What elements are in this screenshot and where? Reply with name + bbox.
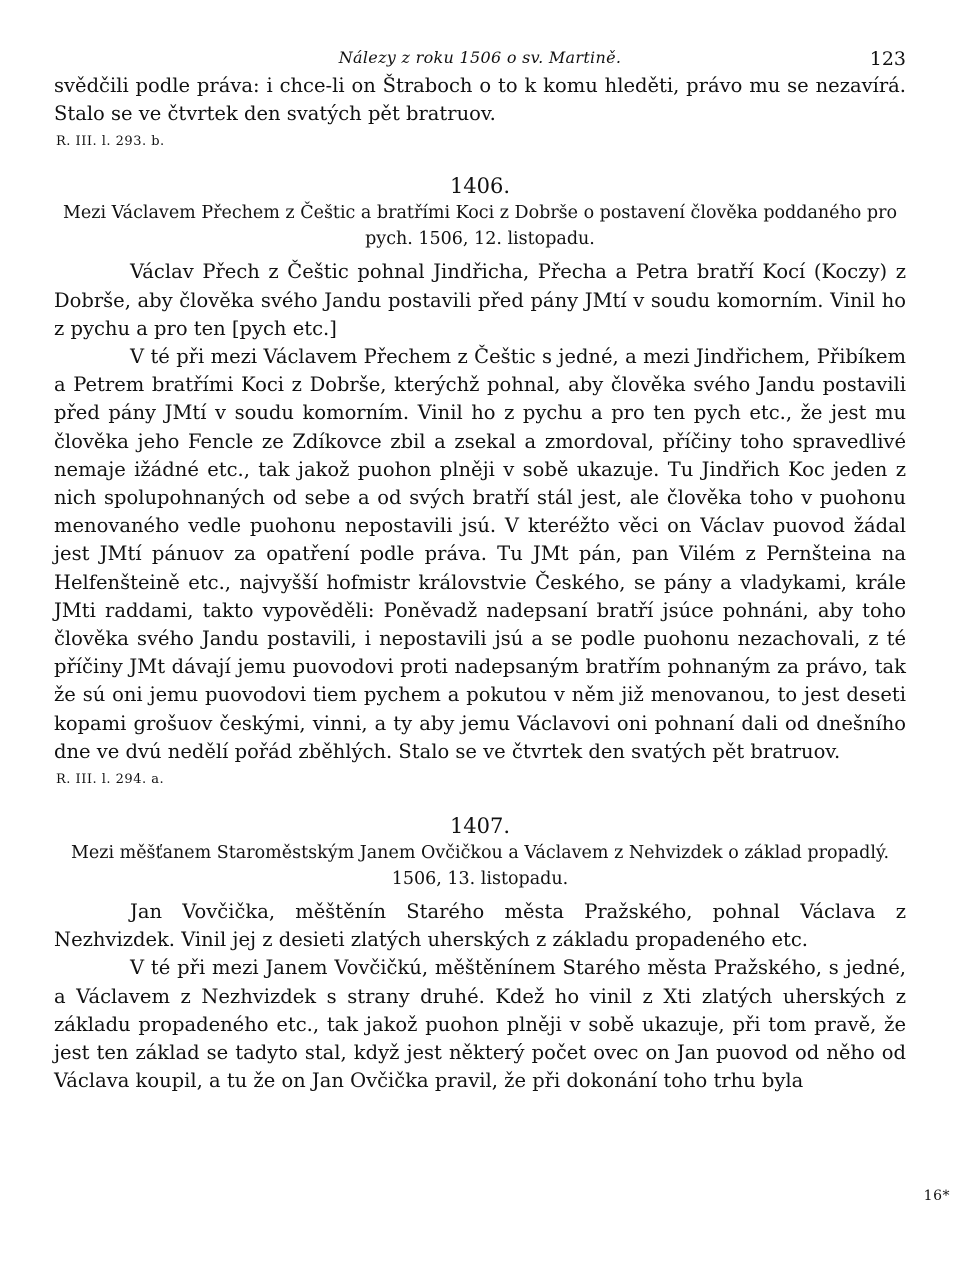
page-header xyxy=(54,40,906,72)
entry-1407 xyxy=(54,812,906,1095)
signature-mark: 16* xyxy=(923,1188,950,1204)
entry-1406 xyxy=(54,172,906,790)
archive-reference: R. III. l. 294. a. xyxy=(56,772,165,788)
page xyxy=(54,40,906,1095)
entry-heading: Mezi Václavem Přechem z Češtic a bratřími Koci z Dobrše o postavení člověka poddaného pro pych. 1506, 12. listopadu. xyxy=(62,203,897,250)
entry-number: 1406. xyxy=(449,174,511,199)
paragraph: V té při mezi Janem Vovčičkú, měštěnínem Starého města Pražského, s jedné, a Václavem z Nezhvizdek s strany druhé. Kdež ho vinil z Xti zlatých uherských z základu propadeného etc., tak jakož puohon plněji v sobě ukazuje, při tom pravě, že jest ten základ se tadyto stal, když jest některý počet ovec on Jan puovod od něho od Václava koupil, a tu že on Jan Ovčička pravil, že při dokonání toho trhu byla xyxy=(54,956,906,1093)
running-title: Nálezy z roku 1506 o sv. Martině. xyxy=(338,48,622,67)
entry-continuation xyxy=(54,72,906,152)
page-number: 123 xyxy=(869,48,906,70)
paragraph: Jan Vovčička, měštěnín Starého města Pražského, pohnal Václava z Nezhvizdek. Vinil jej z desieti zlatých uherských z základu propadeného etc. xyxy=(54,900,906,952)
paragraph: V té při mezi Václavem Přechem z Češtic s jedné, a mezi Jindřichem, Přibíkem a Petrem bratřími Koci z Dobrše, kterýchž pohnal, aby člověka svého Jandu postavili před pány JMtí v soudu komorním. Vinil ho z pychu a pro ten pych etc., že jest mu člověka jeho Fencle ze Zdíkovce zbil a zsekal a zmordoval, příčiny toho spravedlivé nemaje ižádné etc., tak jakož puohon plněji v sobě ukazuje. Tu Jindřich Koc jeden z nich spolupohnaných od sebe a od svých bratří stál jest, ale člověka toho v puohonu menovaného vedle puohonu nepostavili jsú. V kteréžto věci on Václav puovod žádal jest JMtí pánuov za opatření podle práva. Tu JMt pán, pan Vilém z Pernšteina na Helfenšteině etc., najvyšší hofmistr královstvie Českého, se pány a vladykami, krále JMti raddami, takto vypověděli: Poněvadž nadepsaní bratří jsúce pohnáni, aby toho člověka svého Jandu postavili, i nepostavili jsú a se podle puohonu nezachovali, z té příčiny JMt dávají jemu puovodovi proti nadepsaným bratřím pohnaným za právo, tak že sú oni jemu puovodovi tiem pychem a pokutou v něm již menovanou, to jest deseti kopami grošuov českými, vinni, a ty aby jemu Václavovi oni pohnaní dali od dnešního dne ve dvú nedělí pořád zběhlých. Stalo se ve čtvrtek den svatých pět bratruov. xyxy=(54,345,906,763)
entry-heading: Mezi měšťanem Staroměstským Janem Ovčičkou a Václavem z Nehvizdek o základ propadlý. 1506, 13. listopadu. xyxy=(70,843,890,890)
paragraph: svědčili podle práva: i chce-li on Štraboch o to k komu hleděti, právo mu se nezavírá. Stalo se ve čtvrtek den svatých pět bratruov. xyxy=(54,74,906,126)
archive-reference: R. III. l. 293. b. xyxy=(56,134,165,150)
entry-number: 1407. xyxy=(449,814,511,839)
paragraph: Václav Přech z Češtic pohnal Jindřicha, Přecha a Petra bratří Kocí (Koczy) z Dobrše, aby člověka svého Jandu postavili před pány JMtí v soudu komorním. Vinil ho z pychu a pro ten [pych etc.] xyxy=(54,260,906,340)
